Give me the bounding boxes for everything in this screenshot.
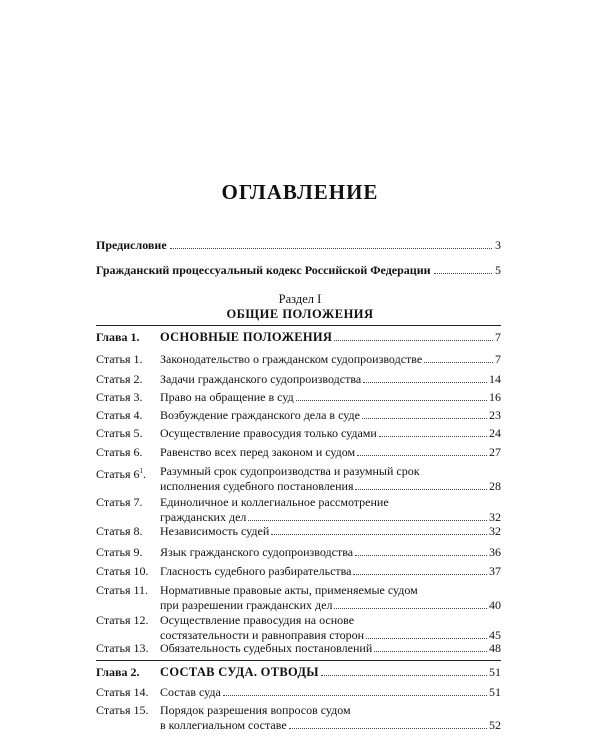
entry-body xyxy=(160,390,501,405)
entry-page: 45 xyxy=(489,628,501,642)
entry-title: Состав суда xyxy=(160,685,221,699)
dot-leader xyxy=(334,598,487,609)
dot-leader xyxy=(353,564,487,575)
entry-title: Возбуждение гражданского дела в суде xyxy=(160,408,360,422)
entry-body xyxy=(160,613,501,643)
entry-body xyxy=(160,641,501,656)
entry-page: 36 xyxy=(489,545,501,559)
entry-title-line1: Нормативные правовые акты, применяемые судом xyxy=(160,583,418,597)
entry-title-line xyxy=(160,426,501,441)
entry-title-line1: Разумный срок судопроизводства и разумный срок xyxy=(160,464,420,478)
dot-leader xyxy=(355,545,487,556)
entry-title-line xyxy=(160,445,501,460)
entry-title-line xyxy=(160,408,501,423)
entry-body xyxy=(160,665,501,680)
entry-body xyxy=(160,408,501,423)
chapter-rule xyxy=(96,660,501,661)
entry-title-line xyxy=(160,641,501,656)
entry-body xyxy=(160,545,501,560)
page-title: ОГЛАВЛЕНИЕ xyxy=(221,180,379,204)
chapter-rule xyxy=(96,325,501,326)
entry-page: 48 xyxy=(489,641,501,655)
entry-title-line1: Осуществление правосудия на основе xyxy=(160,613,355,627)
entry-title: Законодательство о гражданском судопроизводстве xyxy=(160,352,423,366)
entry-number: Статья $6^1$. xyxy=(96,467,146,481)
entry-title: Гласность судебного разбирательства xyxy=(160,564,352,578)
entry-number: Статья 1. xyxy=(96,352,143,366)
entry-body xyxy=(160,564,501,579)
entry-title-line xyxy=(160,718,501,733)
entry-page: 16 xyxy=(489,390,501,404)
entry-page: 23 xyxy=(489,408,501,422)
dot-leader xyxy=(296,390,487,401)
entry-title-line1: Единоличное и коллегиальное рассмотрение xyxy=(160,495,389,509)
entry-label: Гражданский процессуальный кодекс Российской Федерации xyxy=(96,263,431,277)
dot-leader xyxy=(170,239,492,249)
dot-leader xyxy=(334,330,493,341)
entry-title: Обязательность судебных постановлений xyxy=(160,641,373,655)
entry-body xyxy=(160,372,501,387)
entry-body xyxy=(160,703,501,733)
entry-number: Статья 11. xyxy=(96,583,149,597)
entry-number: Статья 8. xyxy=(96,524,143,538)
entry-page: 24 xyxy=(489,426,501,440)
entry-number: Статья 15. xyxy=(96,703,149,717)
entry-number: Статья 3. xyxy=(96,390,143,404)
entry-page: 27 xyxy=(489,445,501,459)
entry-number: Статья 14. xyxy=(96,685,149,699)
entry-page: 52 xyxy=(489,718,501,732)
entry-number: Статья 7. xyxy=(96,495,143,509)
entry-body xyxy=(160,426,501,441)
entry-title-line xyxy=(160,479,501,494)
entry-number: Статья 13. xyxy=(96,641,149,655)
entry-number: Глава 1. xyxy=(96,330,140,344)
dot-leader xyxy=(434,264,492,274)
entry-title-line xyxy=(160,390,501,405)
entry-title-line xyxy=(160,685,501,700)
dot-leader xyxy=(362,408,487,419)
dot-leader xyxy=(357,445,487,456)
entry-body xyxy=(160,464,501,494)
entry-body xyxy=(160,330,501,345)
entry-title-line xyxy=(160,330,501,345)
entry-number: Глава 2. xyxy=(96,665,140,679)
entry-title: СОСТАВ СУДА. ОТВОДЫ xyxy=(160,665,319,679)
entry-number: Статья 9. xyxy=(96,545,143,559)
entry-page: 51 xyxy=(489,665,501,679)
entry-label: Предисловие xyxy=(96,238,167,252)
number-superscript: 1 xyxy=(139,467,143,475)
entry-title: Независимость судей xyxy=(160,524,270,538)
dot-leader xyxy=(374,641,487,652)
entry-page: 3 xyxy=(495,238,501,252)
entry-title-line xyxy=(160,372,501,387)
dot-leader xyxy=(289,718,487,729)
entry-page: 32 xyxy=(489,510,501,524)
entry-number: Статья 2. xyxy=(96,372,143,386)
entry-page: 5 xyxy=(495,263,501,277)
entry-title: Равенство всех перед законом и судом xyxy=(160,445,356,459)
entry-body xyxy=(160,685,501,700)
toc-intro-preface[interactable] xyxy=(96,238,501,253)
toc-intro-code[interactable] xyxy=(96,263,501,278)
dot-leader xyxy=(223,685,487,696)
entry-title: Осуществление правосудия только судами xyxy=(160,426,377,440)
dot-leader xyxy=(366,628,487,639)
dot-leader xyxy=(248,510,487,521)
entry-page: 7 xyxy=(495,330,501,344)
entry-number: Статья 6. xyxy=(96,445,143,459)
entry-body xyxy=(160,524,501,539)
entry-title-line1: Порядок разрешения вопросов судом xyxy=(160,703,351,717)
entry-title: гражданских дел xyxy=(160,510,247,524)
entry-title: Право на обращение в суд xyxy=(160,390,294,404)
entry-title-line xyxy=(160,665,501,680)
entry-page: 32 xyxy=(489,524,501,538)
entry-title: Задачи гражданского судопроизводства xyxy=(160,372,362,386)
entry-number: Статья 10. xyxy=(96,564,149,578)
entry-page: 37 xyxy=(489,564,501,578)
section-heading xyxy=(0,292,600,322)
entry-number: Статья 5. xyxy=(96,426,143,440)
entry-title: исполнения судебного постановления xyxy=(160,479,354,493)
entry-page: 7 xyxy=(495,352,501,366)
dot-leader xyxy=(424,352,493,363)
entry-body xyxy=(160,495,501,525)
entry-page: 51 xyxy=(489,685,501,699)
entry-number: Статья 12. xyxy=(96,613,149,627)
entry-body xyxy=(160,352,501,367)
entry-title-line xyxy=(160,510,501,525)
dot-leader xyxy=(363,372,487,383)
entry-title: в коллегиальном составе xyxy=(160,718,287,732)
entry-title-line xyxy=(160,564,501,579)
entry-page: 14 xyxy=(489,372,501,386)
entry-page: 40 xyxy=(489,598,501,612)
entry-title: при разрешении гражданских дел xyxy=(160,598,333,612)
entry-title-line xyxy=(160,545,501,560)
dot-leader xyxy=(321,665,487,676)
entry-body xyxy=(160,583,501,613)
section-label: Раздел I xyxy=(278,292,322,306)
dot-leader xyxy=(379,426,487,437)
entry-title-line xyxy=(160,524,501,539)
entry-title: ОСНОВНЫЕ ПОЛОЖЕНИЯ xyxy=(160,330,333,344)
entry-title: состязательности и равноправия сторон xyxy=(160,628,365,642)
entry-page: 28 xyxy=(489,479,501,493)
section-title: ОБЩИЕ ПОЛОЖЕНИЯ xyxy=(226,307,374,321)
entry-title: Язык гражданского судопроизводства xyxy=(160,545,354,559)
entry-number: Статья 4. xyxy=(96,408,143,422)
entry-title-line xyxy=(160,598,501,613)
dot-leader xyxy=(355,479,487,490)
entry-body xyxy=(160,445,501,460)
entry-title-line xyxy=(160,352,501,367)
dot-leader xyxy=(271,524,487,535)
